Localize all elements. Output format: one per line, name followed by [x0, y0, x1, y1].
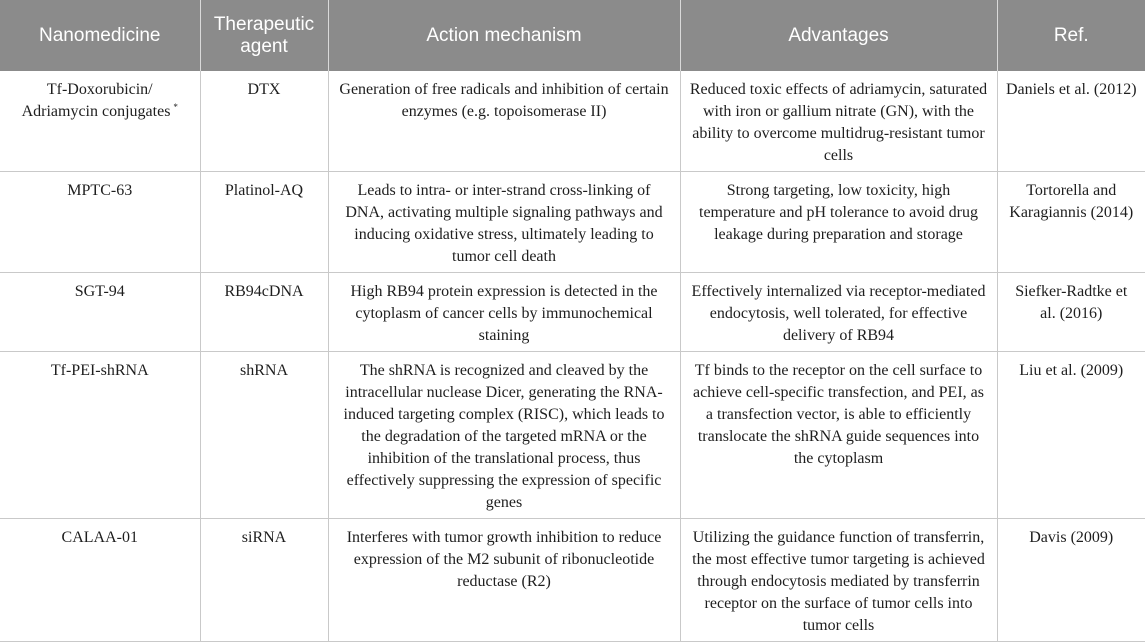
table-row	[0, 273, 1145, 352]
table-row	[0, 172, 1145, 273]
cell-mechanism: High RB94 protein expression is detected in the cytoplasm of cancer cells by immunochemical staining	[328, 273, 680, 352]
cell-advantages: Utilizing the guidance function of transferrin, the most effective tumor targeting is achieved through endocytosis mediated by transferrin receptor on the surface of tumor cells into tumor cells	[680, 519, 997, 642]
cell-nanomedicine: SGT-94	[0, 273, 200, 352]
header-advantages: Advantages	[680, 0, 997, 71]
cell-ref: Liu et al. (2009)	[997, 352, 1145, 519]
header-action-mechanism: Action mechanism	[328, 0, 680, 71]
cell-nanomedicine: CALAA-01	[0, 519, 200, 642]
cell-nanomedicine: MPTC-63	[0, 172, 200, 273]
cell-agent: siRNA	[200, 519, 328, 642]
footnote-mark: *	[173, 101, 178, 112]
cell-advantages: Reduced toxic effects of adriamycin, saturated with iron or gallium nitrate (GN), with the ability to overcome multidrug-resistant tumor cells	[680, 71, 997, 172]
cell-nanomedicine	[0, 71, 200, 172]
cell-agent: shRNA	[200, 352, 328, 519]
header-ref: Ref.	[997, 0, 1145, 71]
cell-mechanism: The shRNA is recognized and cleaved by the intracellular nuclease Dicer, generating the RNA-induced targeting complex (RISC), which leads to the degradation of the targeted mRNA or the inhibition of the translational process, thus effectively suppressing the expression of specific genes	[328, 352, 680, 519]
header-nanomedicine: Nanomedicine	[0, 0, 200, 71]
table-row	[0, 352, 1145, 519]
cell-mechanism: Leads to intra- or inter-strand cross-linking of DNA, activating multiple signaling pathways and inducing oxidative stress, ultimately leading to tumor cell death	[328, 172, 680, 273]
cell-advantages: Effectively internalized via receptor-mediated endocytosis, well tolerated, for effective delivery of RB94	[680, 273, 997, 352]
cell-mechanism: Generation of free radicals and inhibition of certain enzymes (e.g. topoisomerase II)	[328, 71, 680, 172]
cell-ref: Daniels et al. (2012)	[997, 71, 1145, 172]
cell-mechanism: Interferes with tumor growth inhibition to reduce expression of the M2 subunit of ribonucleotide reductase (R2)	[328, 519, 680, 642]
cell-ref: Davis (2009)	[997, 519, 1145, 642]
cell-agent: RB94cDNA	[200, 273, 328, 352]
cell-advantages: Tf binds to the receptor on the cell surface to achieve cell-specific transfection, and PEI, as a transfection vector, is able to efficiently translocate the shRNA guide sequences into the cytoplasm	[680, 352, 997, 519]
cell-ref: Siefker-Radtke et al. (2016)	[997, 273, 1145, 352]
header-therapeutic-agent: Therapeutic agent	[200, 0, 328, 71]
cell-agent: Platinol-AQ	[200, 172, 328, 273]
cell-nanomedicine: Tf-PEI-shRNA	[0, 352, 200, 519]
cell-advantages: Strong targeting, low toxicity, high temperature and pH tolerance to avoid drug leakage during preparation and storage	[680, 172, 997, 273]
table-row	[0, 71, 1145, 172]
nanomedicine-name: Tf-Doxorubicin/ Adriamycin conjugates	[21, 81, 171, 120]
cell-ref: Tortorella and Karagiannis (2014)	[997, 172, 1145, 273]
table-header-row	[0, 0, 1145, 71]
table-row	[0, 519, 1145, 642]
cell-agent: DTX	[200, 71, 328, 172]
